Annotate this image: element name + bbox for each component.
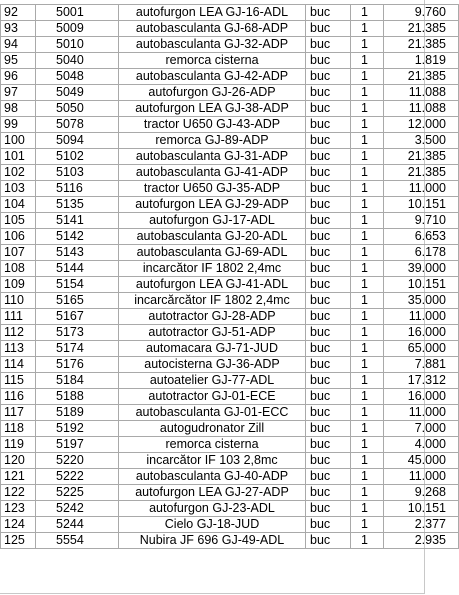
cell-code[interactable]: 5188 [36,389,119,405]
cell-value[interactable]: 17.312 [384,373,459,389]
cell-value[interactable]: 10.151 [384,501,459,517]
cell-description[interactable]: remorca GJ-89-ADP [119,133,306,149]
table-row [1,485,459,501]
cell-description[interactable]: incarcărcător IF 1802 2,4mc [119,293,306,309]
cell-value[interactable]: 9.710 [384,213,459,229]
cell-row-number[interactable]: 93 [1,21,36,37]
cell-quantity[interactable]: 1 [351,165,384,181]
cell-quantity[interactable]: 1 [351,261,384,277]
table-row [1,133,459,149]
cell-unit[interactable]: buc [306,181,351,197]
cell-code[interactable]: 5102 [36,149,119,165]
cell-code[interactable]: 5040 [36,53,119,69]
cell-quantity[interactable]: 1 [351,517,384,533]
cell-row-number[interactable]: 109 [1,277,36,293]
cell-description[interactable]: Nubira JF 696 GJ-49-ADL [119,533,306,549]
cell-description[interactable]: tractor U650 GJ-43-ADP [119,117,306,133]
cell-quantity[interactable]: 1 [351,133,384,149]
cell-code[interactable]: 5078 [36,117,119,133]
cell-description[interactable]: incarcător IF 103 2,8mc [119,453,306,469]
cell-quantity[interactable]: 1 [351,117,384,133]
cell-code[interactable]: 5009 [36,21,119,37]
cell-description[interactable]: autotractor GJ-28-ADP [119,309,306,325]
cell-quantity[interactable]: 1 [351,373,384,389]
inventory-table-body [1,5,459,549]
cell-unit[interactable]: buc [306,357,351,373]
cell-quantity[interactable]: 1 [351,197,384,213]
table-row [1,309,459,325]
table-row [1,245,459,261]
cell-description[interactable]: autoatelier GJ-77-ADL [119,373,306,389]
table-row [1,165,459,181]
cell-value[interactable]: 2.935 [384,533,459,549]
cell-code[interactable]: 5116 [36,181,119,197]
cell-unit[interactable]: buc [306,453,351,469]
table-row [1,517,459,533]
cell-unit[interactable]: buc [306,517,351,533]
cell-description[interactable]: autofurgon LEA GJ-27-ADP [119,485,306,501]
cell-unit[interactable]: buc [306,197,351,213]
cell-unit[interactable]: buc [306,405,351,421]
cell-value[interactable]: 16.000 [384,389,459,405]
cell-code[interactable]: 5197 [36,437,119,453]
cell-quantity[interactable]: 1 [351,85,384,101]
cell-unit[interactable]: buc [306,341,351,357]
cell-unit[interactable]: buc [306,5,351,21]
cell-row-number[interactable]: 95 [1,53,36,69]
table-row [1,405,459,421]
cell-row-number[interactable]: 104 [1,197,36,213]
cell-value[interactable]: 1.819 [384,53,459,69]
cell-unit[interactable]: buc [306,213,351,229]
cell-unit[interactable]: buc [306,229,351,245]
cell-quantity[interactable]: 1 [351,469,384,485]
table-row [1,101,459,117]
cell-quantity[interactable]: 1 [351,405,384,421]
cell-description[interactable]: autobasculanta GJ-40-ADP [119,469,306,485]
cell-value[interactable]: 11.088 [384,85,459,101]
cell-description[interactable]: tractor U650 GJ-35-ADP [119,181,306,197]
cell-code[interactable]: 5143 [36,245,119,261]
cell-code[interactable]: 5142 [36,229,119,245]
cell-description[interactable]: autotractor GJ-51-ADP [119,325,306,341]
cell-code[interactable]: 5176 [36,357,119,373]
cell-row-number[interactable]: 102 [1,165,36,181]
cell-quantity[interactable]: 1 [351,341,384,357]
cell-value[interactable]: 9.268 [384,485,459,501]
cell-quantity[interactable]: 1 [351,533,384,549]
cell-quantity[interactable]: 1 [351,293,384,309]
cell-row-number[interactable]: 115 [1,373,36,389]
cell-value[interactable]: 45.000 [384,453,459,469]
cell-quantity[interactable]: 1 [351,149,384,165]
cell-row-number[interactable]: 118 [1,421,36,437]
cell-description[interactable]: autobasculanta GJ-41-ADP [119,165,306,181]
cell-description[interactable]: autofurgon LEA GJ-29-ADP [119,197,306,213]
cell-description[interactable]: autobasculanta GJ-42-ADP [119,69,306,85]
table-row [1,117,459,133]
cell-unit[interactable]: buc [306,485,351,501]
table-row [1,85,459,101]
cell-quantity[interactable]: 1 [351,325,384,341]
cell-value[interactable]: 11.088 [384,101,459,117]
cell-row-number[interactable]: 119 [1,437,36,453]
cell-value[interactable]: 65.000 [384,341,459,357]
cell-description[interactable]: autofurgon GJ-23-ADL [119,501,306,517]
cell-value[interactable]: 6.653 [384,229,459,245]
cell-unit[interactable]: buc [306,101,351,117]
cell-unit[interactable]: buc [306,85,351,101]
table-row [1,69,459,85]
cell-description[interactable]: autofurgon GJ-17-ADL [119,213,306,229]
cell-quantity[interactable]: 1 [351,37,384,53]
cell-description[interactable]: autobasculanta GJ-01-ECC [119,405,306,421]
cell-unit[interactable]: buc [306,437,351,453]
cell-row-number[interactable]: 96 [1,69,36,85]
cell-unit[interactable]: buc [306,37,351,53]
cell-row-number[interactable]: 117 [1,405,36,421]
table-row [1,181,459,197]
cell-description[interactable]: autobasculanta GJ-31-ADP [119,149,306,165]
cell-unit[interactable]: buc [306,309,351,325]
cell-value[interactable]: 11.000 [384,405,459,421]
cell-row-number[interactable]: 106 [1,229,36,245]
cell-unit[interactable]: buc [306,421,351,437]
cell-value[interactable]: 10.151 [384,277,459,293]
cell-description[interactable]: autotractor GJ-01-ECE [119,389,306,405]
cell-quantity[interactable]: 1 [351,5,384,21]
cell-description[interactable]: autofurgon LEA GJ-38-ADP [119,101,306,117]
cell-description[interactable]: autofurgon LEA GJ-16-ADL [119,5,306,21]
cell-value[interactable]: 11.000 [384,181,459,197]
cell-value[interactable]: 11.000 [384,469,459,485]
cell-unit[interactable]: buc [306,373,351,389]
cell-quantity[interactable]: 1 [351,181,384,197]
table-row [1,501,459,517]
cell-value[interactable]: 11.000 [384,309,459,325]
cell-row-number[interactable]: 100 [1,133,36,149]
cell-row-number[interactable]: 107 [1,245,36,261]
cell-description[interactable]: Cielo GJ-18-JUD [119,517,306,533]
cell-row-number[interactable]: 120 [1,453,36,469]
table-row [1,277,459,293]
cell-value[interactable]: 21.385 [384,69,459,85]
table-row [1,421,459,437]
cell-code[interactable]: 5189 [36,405,119,421]
cell-row-number[interactable]: 108 [1,261,36,277]
cell-row-number[interactable]: 125 [1,533,36,549]
cell-value[interactable]: 39.000 [384,261,459,277]
cell-quantity[interactable]: 1 [351,453,384,469]
table-row [1,357,459,373]
cell-quantity[interactable]: 1 [351,309,384,325]
cell-row-number[interactable]: 116 [1,389,36,405]
cell-value[interactable]: 12.000 [384,117,459,133]
cell-value[interactable]: 21.385 [384,37,459,53]
cell-code[interactable]: 5103 [36,165,119,181]
cell-row-number[interactable]: 111 [1,309,36,325]
cell-code[interactable]: 5094 [36,133,119,149]
table-row [1,261,459,277]
cell-quantity[interactable]: 1 [351,229,384,245]
cell-unit[interactable]: buc [306,149,351,165]
cell-value[interactable]: 7.000 [384,421,459,437]
cell-row-number[interactable]: 94 [1,37,36,53]
table-row [1,389,459,405]
cell-value[interactable]: 35.000 [384,293,459,309]
cell-description[interactable]: autogudronator Zill [119,421,306,437]
cell-description[interactable]: autobasculanta GJ-20-ADL [119,229,306,245]
cell-quantity[interactable]: 1 [351,277,384,293]
cell-unit[interactable]: buc [306,53,351,69]
cell-unit[interactable]: buc [306,389,351,405]
cell-value[interactable]: 4.000 [384,437,459,453]
cell-quantity[interactable]: 1 [351,485,384,501]
cell-quantity[interactable]: 1 [351,101,384,117]
cell-code[interactable]: 5001 [36,5,119,21]
table-row [1,325,459,341]
cell-row-number[interactable]: 124 [1,517,36,533]
table-row [1,469,459,485]
table-row [1,21,459,37]
table-row [1,213,459,229]
cell-code[interactable]: 5192 [36,421,119,437]
cell-code[interactable]: 5184 [36,373,119,389]
cell-description[interactable]: remorca cisterna [119,437,306,453]
cell-unit[interactable]: buc [306,69,351,85]
cell-unit[interactable]: buc [306,469,351,485]
cell-row-number[interactable]: 103 [1,181,36,197]
cell-unit[interactable]: buc [306,165,351,181]
cell-quantity[interactable]: 1 [351,53,384,69]
cell-description[interactable]: autofurgon LEA GJ-41-ADL [119,277,306,293]
cell-quantity[interactable]: 1 [351,21,384,37]
cell-code[interactable]: 5048 [36,69,119,85]
cell-value[interactable]: 21.385 [384,149,459,165]
cell-row-number[interactable]: 112 [1,325,36,341]
cell-row-number[interactable]: 110 [1,293,36,309]
cell-description[interactable]: remorca cisterna [119,53,306,69]
table-row [1,197,459,213]
cell-quantity[interactable]: 1 [351,69,384,85]
table-row [1,37,459,53]
table-row [1,341,459,357]
inventory-table [0,4,459,549]
cell-unit[interactable]: buc [306,277,351,293]
cell-row-number[interactable]: 92 [1,5,36,21]
cell-description[interactable]: autofurgon GJ-26-ADP [119,85,306,101]
table-row [1,373,459,389]
cell-code[interactable]: 5242 [36,501,119,517]
cell-code[interactable]: 5049 [36,85,119,101]
cell-code[interactable]: 5244 [36,517,119,533]
cell-code[interactable]: 5225 [36,485,119,501]
table-row [1,149,459,165]
cell-quantity[interactable]: 1 [351,245,384,261]
cell-description[interactable]: automacara GJ-71-JUD [119,341,306,357]
cell-unit[interactable]: buc [306,133,351,149]
cell-code[interactable]: 5141 [36,213,119,229]
cell-value[interactable]: 6.178 [384,245,459,261]
cell-quantity[interactable]: 1 [351,437,384,453]
table-row [1,533,459,549]
cell-row-number[interactable]: 121 [1,469,36,485]
cell-unit[interactable]: buc [306,117,351,133]
cell-value[interactable]: 10.151 [384,197,459,213]
cell-row-number[interactable]: 105 [1,213,36,229]
cell-row-number[interactable]: 123 [1,501,36,517]
cell-value[interactable]: 21.385 [384,21,459,37]
cell-quantity[interactable]: 1 [351,357,384,373]
cell-code[interactable]: 5174 [36,341,119,357]
cell-value[interactable]: 7.881 [384,357,459,373]
cell-description[interactable]: autocisterna GJ-36-ADP [119,357,306,373]
cell-code[interactable]: 5135 [36,197,119,213]
cell-value[interactable]: 9.760 [384,5,459,21]
table-row [1,5,459,21]
cell-unit[interactable]: buc [306,21,351,37]
cell-unit[interactable]: buc [306,325,351,341]
cell-unit[interactable]: buc [306,245,351,261]
cell-code[interactable]: 5144 [36,261,119,277]
cell-code[interactable]: 5222 [36,469,119,485]
table-row [1,453,459,469]
cell-row-number[interactable]: 113 [1,341,36,357]
cell-description[interactable]: incarcător IF 1802 2,4mc [119,261,306,277]
cell-code[interactable]: 5154 [36,277,119,293]
cell-description[interactable]: autobasculanta GJ-32-ADP [119,37,306,53]
cell-unit[interactable]: buc [306,501,351,517]
cell-code[interactable]: 5173 [36,325,119,341]
cell-code[interactable]: 5050 [36,101,119,117]
cell-description[interactable]: autobasculanta GJ-69-ADL [119,245,306,261]
cell-row-number[interactable]: 98 [1,101,36,117]
cell-row-number[interactable]: 122 [1,485,36,501]
cell-value[interactable]: 21.385 [384,165,459,181]
cell-description[interactable]: autobasculanta GJ-68-ADP [119,21,306,37]
cell-quantity[interactable]: 1 [351,389,384,405]
cell-row-number[interactable]: 97 [1,85,36,101]
cell-code[interactable]: 5010 [36,37,119,53]
cell-quantity[interactable]: 1 [351,501,384,517]
cell-row-number[interactable]: 101 [1,149,36,165]
inventory-sheet [0,4,446,549]
cell-value[interactable]: 3.500 [384,133,459,149]
cell-code[interactable]: 5165 [36,293,119,309]
cell-value[interactable]: 2.377 [384,517,459,533]
cell-quantity[interactable]: 1 [351,421,384,437]
cell-code[interactable]: 5554 [36,533,119,549]
cell-unit[interactable]: buc [306,293,351,309]
cell-unit[interactable]: buc [306,533,351,549]
cell-value[interactable]: 16.000 [384,325,459,341]
cell-code[interactable]: 5167 [36,309,119,325]
table-row [1,293,459,309]
cell-code[interactable]: 5220 [36,453,119,469]
cell-unit[interactable]: buc [306,261,351,277]
cell-row-number[interactable]: 114 [1,357,36,373]
cell-row-number[interactable]: 99 [1,117,36,133]
table-row [1,437,459,453]
table-row [1,229,459,245]
cell-quantity[interactable]: 1 [351,213,384,229]
table-row [1,53,459,69]
